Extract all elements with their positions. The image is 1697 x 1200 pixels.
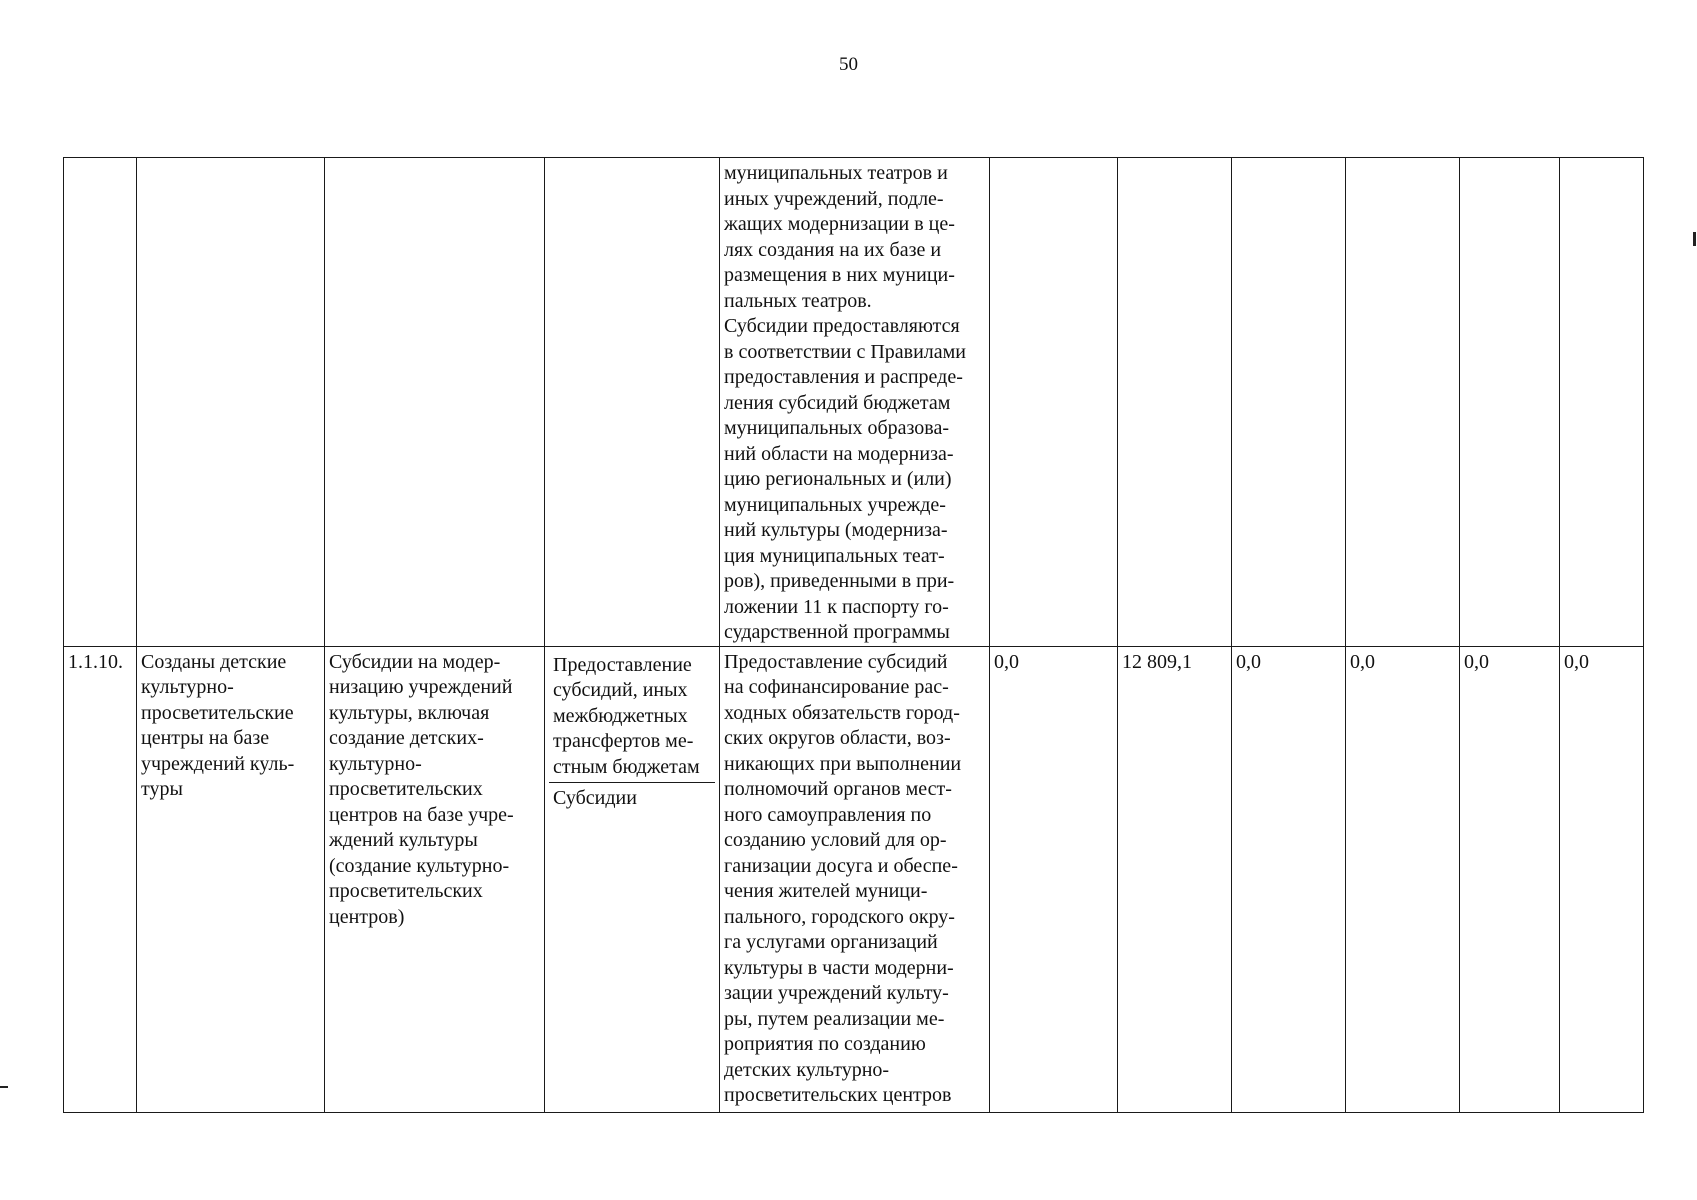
cell-description: Предоставление субсидий на софинансирование рас- ходных обязательств город- ских округов области, воз- никающих при выполнении полномочий органов мест- ного самоуправления по созданию условий для ор- ганизации досуга и обеспе- чения жителей муници- пального, городского окру- га услугами организаций культуры в части модерни- зации учреждений культу- ры, путем реализации ме- роприятия по созданию детских культурно- просветительских центров	[720, 646, 990, 1112]
cell-value: 0,0	[1560, 646, 1644, 1112]
cell-mechanism	[545, 646, 720, 1112]
cell-result: Созданы детские культурно- просветительские центры на базе учреждений куль- туры	[137, 646, 325, 1112]
cell-value: 0,0	[1460, 646, 1560, 1112]
cell-activity: Субсидии на модер- низацию учреждений культуры, включая создание детских- культурно- просветительских центров на базе учре- ждений культуры (создание культурно- просветительских центров)	[325, 646, 545, 1112]
cell-value	[1118, 158, 1232, 647]
cell-activity	[325, 158, 545, 647]
cell-value: 0,0	[1232, 646, 1346, 1112]
cell-value: 0,0	[990, 646, 1118, 1112]
table-row	[64, 646, 1644, 1112]
cell-value: 12 809,1	[1118, 646, 1232, 1112]
right-margin-mark	[1693, 232, 1696, 246]
page-number: 50	[839, 54, 858, 75]
cell-id	[64, 158, 137, 647]
mechanism-main: Предоставление субсидий, иных межбюджетных трансфертов ме- стным бюджетам	[553, 653, 700, 778]
cell-value	[1560, 158, 1644, 647]
program-table	[63, 157, 1644, 1113]
cell-value	[1232, 158, 1346, 647]
cell-value	[1460, 158, 1560, 647]
mechanism-subtype: Субсидии	[549, 782, 715, 814]
cell-value	[1346, 158, 1460, 647]
left-margin-mark	[0, 1086, 8, 1088]
cell-result	[137, 158, 325, 647]
cell-description: муниципальных театров и иных учреждений, подле- жащих модернизации в це- лях создания на их базе и размещения в них муници- пальных театров. Субсидии предоставляются в соответствии с Правилами предоставления и распреде- ления субсидий бюджетам муниципальных образова- ний области на модерниза- цию региональных и (или) муниципальных учрежде- ний культуры (модерниза- ция муниципальных теат- ров), приведенными в при- ложении 11 к паспорту го- сударственной программы	[720, 158, 990, 647]
cell-id: 1.1.10.	[64, 646, 137, 1112]
table-row	[64, 158, 1644, 647]
cell-mechanism	[545, 158, 720, 647]
cell-value	[990, 158, 1118, 647]
cell-value: 0,0	[1346, 646, 1460, 1112]
